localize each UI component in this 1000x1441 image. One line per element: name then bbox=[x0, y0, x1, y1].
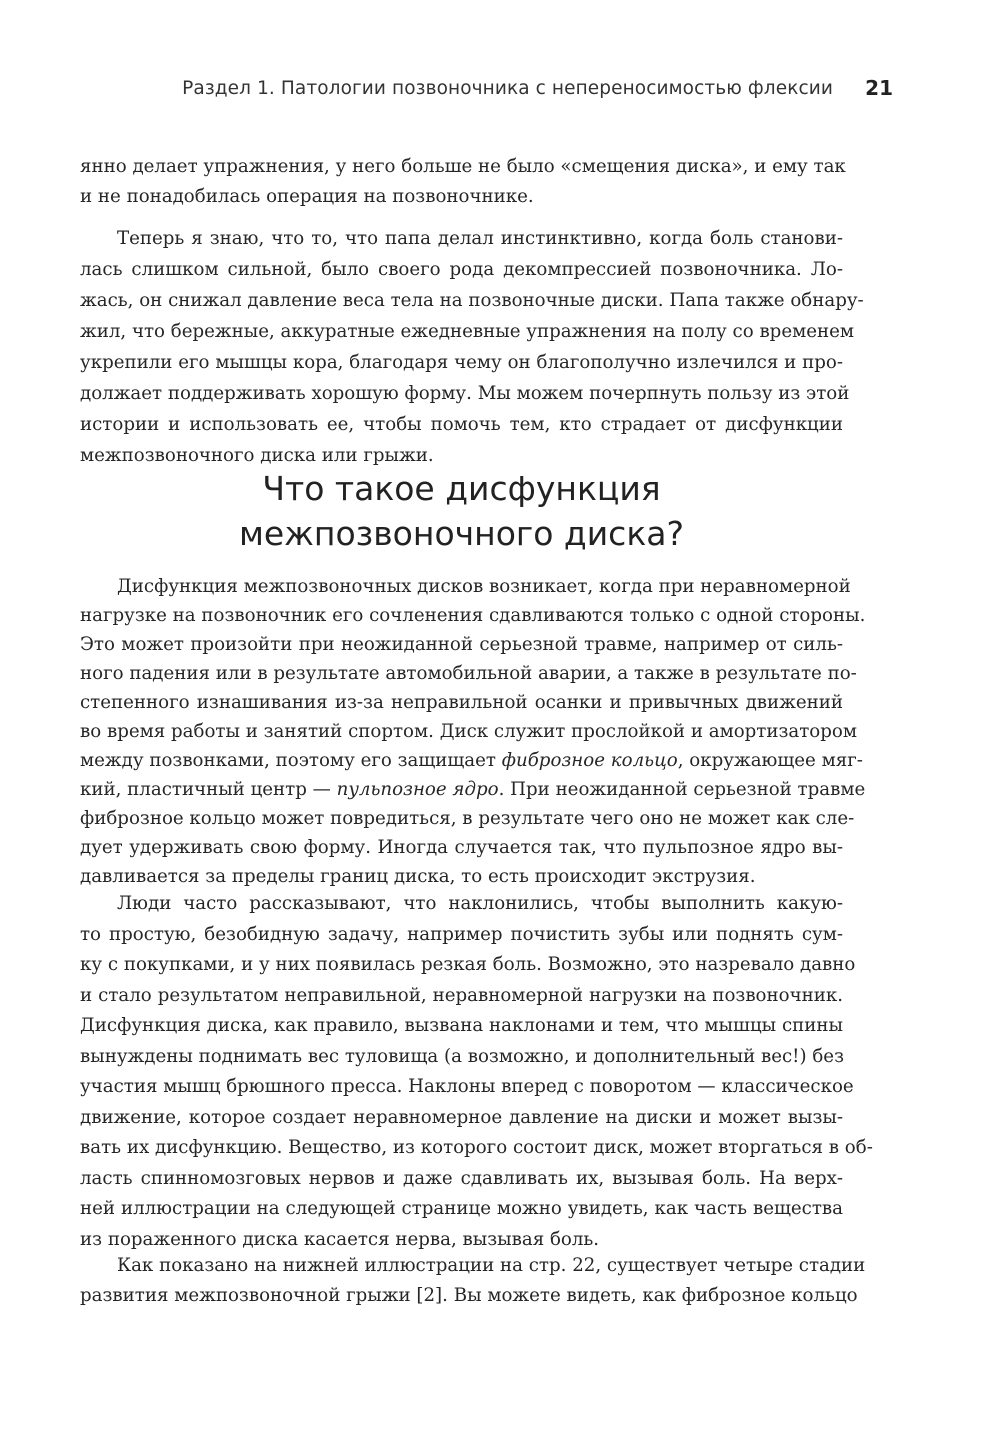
text-line: истории и использовать ее, чтобы помочь тем, кто страдает от дисфункции bbox=[80, 414, 843, 435]
text-line: Как показано на нижней иллюстрации на стр. 22, существует четыре стадии bbox=[117, 1255, 866, 1276]
text-line: ней иллюстрации на следующей странице можно увидеть, как часть вещества bbox=[80, 1198, 843, 1219]
text-line: ного падения или в результате автомобильной аварии, а также в результате по- bbox=[80, 663, 857, 684]
text-line: движение, которое создает неравномерное давление на диски и может вызы- bbox=[80, 1106, 843, 1128]
text-line: из пораженного диска касается нерва, вызывая боль. bbox=[80, 1228, 600, 1250]
running-header bbox=[80, 74, 895, 104]
text-line: степенного изнашивания из-за неправильной осанки и привычных движений bbox=[80, 692, 843, 713]
page-number: 21 bbox=[865, 76, 893, 100]
text-line: жил, что бережные, аккуратные ежедневные упражнения на полу со временем bbox=[80, 321, 855, 342]
text-line: Люди часто рассказывают, что наклонились, чтобы выполнить какую- bbox=[117, 893, 843, 914]
text-line: и не понадобилась операция на позвоночнике. bbox=[80, 186, 534, 207]
text-line: Дисфункция диска, как правило, вызвана наклонами и тем, что мышцы спины bbox=[80, 1015, 843, 1036]
section-title: Раздел 1. Патологии позвоночника с непереносимостью флексии bbox=[182, 78, 833, 99]
text-line: участия мышц брюшного пресса. Наклоны вперед с поворотом — классическое bbox=[80, 1076, 854, 1097]
text-line: во время работы и занятий спортом. Диск служит прослойкой и амортизатором bbox=[80, 721, 858, 742]
text-line: нагрузке на позвоночник его сочленения сдавливаются только с одной стороны. bbox=[80, 605, 866, 626]
text-line: то простую, безобидную задачу, например почистить зубы или поднять сум- bbox=[80, 923, 843, 945]
text-line: должает поддерживать хорошую форму. Мы можем почерпнуть пользу из этой bbox=[80, 383, 850, 404]
text-line: Теперь я знаю, что то, что папа делал инстинктивно, когда боль станови- bbox=[117, 228, 843, 249]
text-line: янно делает упражнения, у него больше не было «смещения диска», и ему так bbox=[80, 156, 846, 177]
text-line: Это может произойти при неожиданной серьезной травме, например от силь- bbox=[80, 634, 843, 655]
text-line: вать их дисфункцию. Вещество, из которого состоит диск, может вторгаться в об- bbox=[80, 1137, 873, 1158]
text-line: укрепили его мышцы кора, благодаря чему он благополучно излечился и про- bbox=[80, 352, 843, 373]
text-line: давливается за пределы границ диска, то есть происходит экструзия. bbox=[80, 866, 756, 887]
text-line: фиброзное кольцо может повредиться, в результате чего оно не может как сле- bbox=[80, 808, 855, 829]
text-line: ласть спинномозговых нервов и даже сдавливать их, вызывая боль. На верх- bbox=[80, 1167, 843, 1189]
text-line: дует удерживать свою форму. Иногда случается так, что пульпозное ядро вы- bbox=[80, 837, 843, 858]
section-heading: Что такое дисфункция bbox=[262, 469, 661, 508]
text-line: вынуждены поднимать вес туловища (а возможно, и дополнительный вес!) без bbox=[80, 1045, 844, 1067]
text-line: жась, он снижал давление веса тела на позвоночные диски. Папа также обнару- bbox=[80, 290, 864, 311]
text-line: межпозвоночного диска или грыжи. bbox=[80, 445, 434, 466]
text-line: и стало результатом неправильной, неравномерной нагрузки на позвоночник. bbox=[80, 984, 843, 1006]
text-line: между позвонками, поэтому его защищает фиброзное кольцо, окружающее мяг- bbox=[80, 750, 863, 771]
text-line: лась слишком сильной, было своего рода декомпрессией позвоночника. Ло- bbox=[80, 259, 843, 280]
text-line: кий, пластичный центр — пульпозное ядро. При неожиданной серьезной травме bbox=[80, 779, 866, 800]
text-line: развития межпозвоночной грыжи [2]. Вы можете видеть, как фиброзное кольцо bbox=[80, 1285, 858, 1306]
text-line: Дисфункция межпозвоночных дисков возникает, когда при неравномерной bbox=[117, 576, 851, 597]
text-line: ку с покупками, и у них появилась резкая боль. Возможно, это назревало давно bbox=[80, 954, 856, 975]
section-heading: межпозвоночного диска? bbox=[238, 514, 684, 553]
